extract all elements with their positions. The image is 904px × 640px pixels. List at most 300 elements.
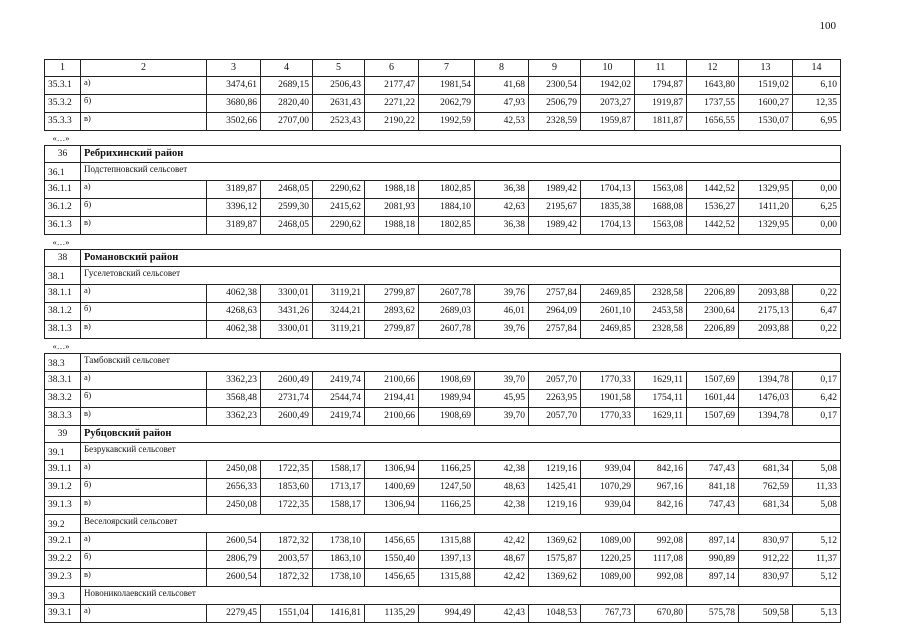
- row-value: 0,00: [793, 180, 841, 198]
- row-value: 2600,54: [207, 568, 261, 586]
- row-code: 39.2.3: [45, 568, 81, 586]
- ellipsis-mark: «…»: [52, 340, 70, 351]
- row-value: 2731,74: [261, 389, 313, 407]
- row-value: 42,38: [475, 460, 529, 478]
- ellipsis-row: [45, 130, 841, 145]
- row-value: 897,14: [687, 568, 739, 586]
- row-value: 1988,18: [365, 216, 419, 234]
- row-value: 1853,60: [261, 478, 313, 496]
- council-code: 39.1: [45, 442, 81, 460]
- row-value: 2599,30: [261, 198, 313, 216]
- row-code: 36.1.2: [45, 198, 81, 216]
- district-name: Рубцовский район: [81, 425, 841, 442]
- row-label: а): [81, 76, 207, 94]
- row-value: 1770,33: [581, 407, 635, 425]
- row-value: 1219,16: [529, 460, 581, 478]
- row-value: 0,00: [793, 216, 841, 234]
- row-value: 41,68: [475, 76, 529, 94]
- row-label: а): [81, 604, 207, 622]
- row-code: 39.1.2: [45, 478, 81, 496]
- row-value: 46,01: [475, 302, 529, 320]
- row-value: 1981,54: [419, 76, 475, 94]
- row-value: 990,89: [687, 550, 739, 568]
- council-name: Подстепновский сельсовет: [81, 162, 841, 180]
- table-row: [45, 407, 841, 425]
- column-header: 11: [635, 60, 687, 77]
- table-row: [45, 320, 841, 338]
- row-value: 3431,26: [261, 302, 313, 320]
- row-value: 1704,13: [581, 216, 635, 234]
- row-value: 42,42: [475, 532, 529, 550]
- row-value: 1329,95: [739, 216, 793, 234]
- row-value: 2100,66: [365, 407, 419, 425]
- row-value: 3189,87: [207, 180, 261, 198]
- column-header: 7: [419, 60, 475, 77]
- table-row: [45, 198, 841, 216]
- row-value: 2450,08: [207, 496, 261, 514]
- row-value: 2206,89: [687, 284, 739, 302]
- row-value: 1507,69: [687, 407, 739, 425]
- row-value: 1476,03: [739, 389, 793, 407]
- tariff-table: [44, 59, 841, 623]
- ellipsis-row: [45, 338, 841, 353]
- row-value: 2707,00: [261, 112, 313, 130]
- row-value: 2544,74: [313, 389, 365, 407]
- row-value: 1738,10: [313, 568, 365, 586]
- row-value: 1989,94: [419, 389, 475, 407]
- row-value: 2506,79: [529, 94, 581, 112]
- row-value: 3300,01: [261, 320, 313, 338]
- row-value: 1811,87: [635, 112, 687, 130]
- row-value: 1988,18: [365, 180, 419, 198]
- row-value: 45,95: [475, 389, 529, 407]
- row-value: 2300,54: [529, 76, 581, 94]
- row-value: 3362,23: [207, 407, 261, 425]
- column-header: 14: [793, 60, 841, 77]
- row-value: 36,38: [475, 180, 529, 198]
- row-value: 1704,13: [581, 180, 635, 198]
- row-label: в): [81, 407, 207, 425]
- row-value: 4062,38: [207, 284, 261, 302]
- table-row: [45, 216, 841, 234]
- row-value: 842,16: [635, 496, 687, 514]
- row-value: 1416,81: [313, 604, 365, 622]
- row-value: 912,22: [739, 550, 793, 568]
- table-row: [45, 550, 841, 568]
- column-header: 4: [261, 60, 313, 77]
- row-value: 2419,74: [313, 371, 365, 389]
- row-code: 35.3.3: [45, 112, 81, 130]
- council-code: 36.1: [45, 162, 81, 180]
- row-value: 2600,49: [261, 407, 313, 425]
- row-value: 3502,66: [207, 112, 261, 130]
- row-value: 2093,88: [739, 320, 793, 338]
- row-value: 842,16: [635, 460, 687, 478]
- row-value: 5,12: [793, 532, 841, 550]
- column-header: 9: [529, 60, 581, 77]
- row-value: 1992,59: [419, 112, 475, 130]
- row-value: 2093,88: [739, 284, 793, 302]
- district-name: Ребрихинский район: [81, 145, 841, 162]
- row-value: 5,08: [793, 496, 841, 514]
- row-value: 42,53: [475, 112, 529, 130]
- row-value: 939,04: [581, 460, 635, 478]
- row-value: 1219,16: [529, 496, 581, 514]
- district-code: 36: [45, 145, 81, 162]
- row-label: б): [81, 478, 207, 496]
- row-value: 1550,40: [365, 550, 419, 568]
- row-value: 2799,87: [365, 320, 419, 338]
- row-label: в): [81, 496, 207, 514]
- row-value: 2300,64: [687, 302, 739, 320]
- row-value: 2062,79: [419, 94, 475, 112]
- ellipsis-mark: «…»: [52, 236, 70, 247]
- row-value: 47,93: [475, 94, 529, 112]
- row-value: 1530,07: [739, 112, 793, 130]
- row-value: 2100,66: [365, 371, 419, 389]
- row-value: 1989,42: [529, 180, 581, 198]
- row-code: 39.2.1: [45, 532, 81, 550]
- row-value: 4268,63: [207, 302, 261, 320]
- row-value: 1688,08: [635, 198, 687, 216]
- row-code: 38.3.3: [45, 407, 81, 425]
- row-code: 35.3.1: [45, 76, 81, 94]
- row-value: 3189,87: [207, 216, 261, 234]
- row-value: 1411,20: [739, 198, 793, 216]
- table-row: [45, 284, 841, 302]
- row-value: 1397,13: [419, 550, 475, 568]
- table-row: [45, 180, 841, 198]
- row-value: 1901,58: [581, 389, 635, 407]
- row-value: 897,14: [687, 532, 739, 550]
- row-value: 12,35: [793, 94, 841, 112]
- district-row: [45, 145, 841, 162]
- row-value: 2631,43: [313, 94, 365, 112]
- row-value: 841,18: [687, 478, 739, 496]
- row-value: 2271,22: [365, 94, 419, 112]
- row-value: 2607,78: [419, 284, 475, 302]
- row-value: 1713,17: [313, 478, 365, 496]
- council-row: [45, 586, 841, 604]
- row-value: 2328,59: [529, 112, 581, 130]
- table-row: [45, 478, 841, 496]
- row-value: 1884,10: [419, 198, 475, 216]
- table-row: [45, 496, 841, 514]
- row-value: 1394,78: [739, 371, 793, 389]
- row-value: 2328,58: [635, 284, 687, 302]
- row-value: 2468,05: [261, 216, 313, 234]
- row-value: 3680,86: [207, 94, 261, 112]
- row-code: 39.1.3: [45, 496, 81, 514]
- council-name: Безрукавский сельсовет: [81, 442, 841, 460]
- row-value: 2893,62: [365, 302, 419, 320]
- row-value: 39,70: [475, 371, 529, 389]
- row-label: в): [81, 320, 207, 338]
- row-value: 2607,78: [419, 320, 475, 338]
- row-value: 2600,49: [261, 371, 313, 389]
- row-value: 39,70: [475, 407, 529, 425]
- council-row: [45, 353, 841, 371]
- row-value: 1507,69: [687, 371, 739, 389]
- row-value: 1794,87: [635, 76, 687, 94]
- row-value: 2195,67: [529, 198, 581, 216]
- row-value: 42,43: [475, 604, 529, 622]
- row-value: 2328,58: [635, 320, 687, 338]
- row-value: 1425,41: [529, 478, 581, 496]
- row-value: 1247,50: [419, 478, 475, 496]
- row-value: 2799,87: [365, 284, 419, 302]
- row-value: 2689,15: [261, 76, 313, 94]
- row-value: 39,76: [475, 284, 529, 302]
- row-value: 2964,09: [529, 302, 581, 320]
- row-value: 681,34: [739, 496, 793, 514]
- row-code: 38.3.1: [45, 371, 81, 389]
- row-label: б): [81, 302, 207, 320]
- row-value: 1863,10: [313, 550, 365, 568]
- row-value: 1394,78: [739, 407, 793, 425]
- row-value: 11,33: [793, 478, 841, 496]
- row-value: 767,73: [581, 604, 635, 622]
- row-value: 2263,95: [529, 389, 581, 407]
- column-header: 2: [81, 60, 207, 77]
- row-value: 1048,53: [529, 604, 581, 622]
- table-row: [45, 94, 841, 112]
- row-value: 0,22: [793, 284, 841, 302]
- row-value: 1220,25: [581, 550, 635, 568]
- table-row: [45, 460, 841, 478]
- page-number: 100: [819, 20, 836, 32]
- row-value: 2450,08: [207, 460, 261, 478]
- council-code: 38.3: [45, 353, 81, 371]
- row-value: 762,59: [739, 478, 793, 496]
- row-value: 1306,94: [365, 460, 419, 478]
- row-value: 1519,02: [739, 76, 793, 94]
- row-value: 2757,84: [529, 320, 581, 338]
- row-value: 994,49: [419, 604, 475, 622]
- row-value: 2469,85: [581, 320, 635, 338]
- row-value: 1070,29: [581, 478, 635, 496]
- row-label: в): [81, 112, 207, 130]
- row-value: 1563,08: [635, 180, 687, 198]
- district-name: Романовский район: [81, 249, 841, 266]
- row-value: 1536,27: [687, 198, 739, 216]
- row-value: 1908,69: [419, 407, 475, 425]
- row-value: 1442,52: [687, 180, 739, 198]
- row-value: 2600,54: [207, 532, 261, 550]
- column-header: 6: [365, 60, 419, 77]
- row-code: 38.1.2: [45, 302, 81, 320]
- table-row: [45, 371, 841, 389]
- row-label: а): [81, 532, 207, 550]
- row-value: 1135,29: [365, 604, 419, 622]
- row-value: 1400,69: [365, 478, 419, 496]
- row-value: 575,78: [687, 604, 739, 622]
- row-value: 1563,08: [635, 216, 687, 234]
- row-code: 39.1.1: [45, 460, 81, 478]
- row-value: 1369,62: [529, 532, 581, 550]
- row-value: 2506,43: [313, 76, 365, 94]
- row-value: 6,25: [793, 198, 841, 216]
- table-row: [45, 604, 841, 622]
- row-value: 1588,17: [313, 460, 365, 478]
- row-value: 1442,52: [687, 216, 739, 234]
- row-code: 36.1.3: [45, 216, 81, 234]
- row-value: 2523,43: [313, 112, 365, 130]
- row-code: 38.3.2: [45, 389, 81, 407]
- council-name: Тамбовский сельсовет: [81, 353, 841, 371]
- row-value: 3474,61: [207, 76, 261, 94]
- row-value: 0,17: [793, 407, 841, 425]
- row-value: 5,13: [793, 604, 841, 622]
- row-value: 1835,38: [581, 198, 635, 216]
- row-value: 1872,32: [261, 532, 313, 550]
- row-value: 1600,27: [739, 94, 793, 112]
- row-value: 2057,70: [529, 371, 581, 389]
- row-value: 1329,95: [739, 180, 793, 198]
- row-label: б): [81, 389, 207, 407]
- row-value: 2453,58: [635, 302, 687, 320]
- row-value: 3396,12: [207, 198, 261, 216]
- table-row: [45, 532, 841, 550]
- row-value: 1629,11: [635, 371, 687, 389]
- council-name: Веселоярский сельсовет: [81, 514, 841, 532]
- row-value: 1166,25: [419, 460, 475, 478]
- row-value: 1643,80: [687, 76, 739, 94]
- council-row: [45, 266, 841, 284]
- row-value: 2290,62: [313, 180, 365, 198]
- table-row: [45, 389, 841, 407]
- row-value: 2003,57: [261, 550, 313, 568]
- table-row: [45, 112, 841, 130]
- row-value: 1919,87: [635, 94, 687, 112]
- row-value: 1872,32: [261, 568, 313, 586]
- row-value: 6,47: [793, 302, 841, 320]
- row-value: 1959,87: [581, 112, 635, 130]
- row-value: 2689,03: [419, 302, 475, 320]
- row-value: 1369,62: [529, 568, 581, 586]
- row-value: 1722,35: [261, 496, 313, 514]
- row-value: 2806,79: [207, 550, 261, 568]
- column-header: 5: [313, 60, 365, 77]
- row-value: 992,08: [635, 532, 687, 550]
- row-value: 1315,88: [419, 568, 475, 586]
- row-value: 42,38: [475, 496, 529, 514]
- ellipsis-row: [45, 234, 841, 249]
- row-code: 38.1.1: [45, 284, 81, 302]
- row-value: 2194,41: [365, 389, 419, 407]
- row-value: 1738,10: [313, 532, 365, 550]
- row-code: 38.1.3: [45, 320, 81, 338]
- row-value: 2057,70: [529, 407, 581, 425]
- row-value: 2190,22: [365, 112, 419, 130]
- table-body: [45, 60, 841, 623]
- row-value: 1942,02: [581, 76, 635, 94]
- row-value: 11,37: [793, 550, 841, 568]
- row-value: 2469,85: [581, 284, 635, 302]
- row-value: 747,43: [687, 496, 739, 514]
- row-value: 3568,48: [207, 389, 261, 407]
- table-row: [45, 302, 841, 320]
- row-value: 1770,33: [581, 371, 635, 389]
- row-value: 3119,21: [313, 284, 365, 302]
- row-value: 1306,94: [365, 496, 419, 514]
- row-value: 0,17: [793, 371, 841, 389]
- row-value: 747,43: [687, 460, 739, 478]
- ellipsis-mark: «…»: [52, 132, 70, 143]
- row-value: 1754,11: [635, 389, 687, 407]
- council-code: 39.3: [45, 586, 81, 604]
- row-value: 3362,23: [207, 371, 261, 389]
- row-value: 1737,55: [687, 94, 739, 112]
- council-name: Гуселетовский сельсовет: [81, 266, 841, 284]
- row-value: 2175,13: [739, 302, 793, 320]
- district-row: [45, 425, 841, 442]
- row-value: 2279,45: [207, 604, 261, 622]
- row-value: 2206,89: [687, 320, 739, 338]
- row-value: 509,58: [739, 604, 793, 622]
- district-row: [45, 249, 841, 266]
- row-value: 1656,55: [687, 112, 739, 130]
- district-code: 39: [45, 425, 81, 442]
- row-label: б): [81, 198, 207, 216]
- row-value: 2419,74: [313, 407, 365, 425]
- row-value: 2656,33: [207, 478, 261, 496]
- row-value: 830,97: [739, 532, 793, 550]
- row-value: 2468,05: [261, 180, 313, 198]
- council-code: 39.2: [45, 514, 81, 532]
- row-value: 1802,85: [419, 180, 475, 198]
- row-value: 1575,87: [529, 550, 581, 568]
- column-header: 3: [207, 60, 261, 77]
- row-value: 3119,21: [313, 320, 365, 338]
- council-row: [45, 442, 841, 460]
- row-value: 6,10: [793, 76, 841, 94]
- row-value: 1551,04: [261, 604, 313, 622]
- council-code: 38.1: [45, 266, 81, 284]
- row-code: 39.3.1: [45, 604, 81, 622]
- column-header: 8: [475, 60, 529, 77]
- column-header: 1: [45, 60, 81, 77]
- row-value: 1989,42: [529, 216, 581, 234]
- row-value: 2601,10: [581, 302, 635, 320]
- row-value: 1802,85: [419, 216, 475, 234]
- row-value: 2290,62: [313, 216, 365, 234]
- row-value: 939,04: [581, 496, 635, 514]
- council-row: [45, 514, 841, 532]
- row-label: а): [81, 371, 207, 389]
- table-row: [45, 76, 841, 94]
- council-name: Новониколаевский сельсовет: [81, 586, 841, 604]
- row-value: 1908,69: [419, 371, 475, 389]
- row-value: 6,95: [793, 112, 841, 130]
- row-label: в): [81, 216, 207, 234]
- table-row: [45, 568, 841, 586]
- column-header: 10: [581, 60, 635, 77]
- row-value: 6,42: [793, 389, 841, 407]
- column-header: 12: [687, 60, 739, 77]
- row-value: 42,42: [475, 568, 529, 586]
- row-value: 5,08: [793, 460, 841, 478]
- row-value: 681,34: [739, 460, 793, 478]
- row-value: 2757,84: [529, 284, 581, 302]
- row-value: 1722,35: [261, 460, 313, 478]
- row-value: 1117,08: [635, 550, 687, 568]
- row-value: 1601,44: [687, 389, 739, 407]
- row-label: а): [81, 284, 207, 302]
- row-value: 830,97: [739, 568, 793, 586]
- row-value: 5,12: [793, 568, 841, 586]
- row-value: 0,22: [793, 320, 841, 338]
